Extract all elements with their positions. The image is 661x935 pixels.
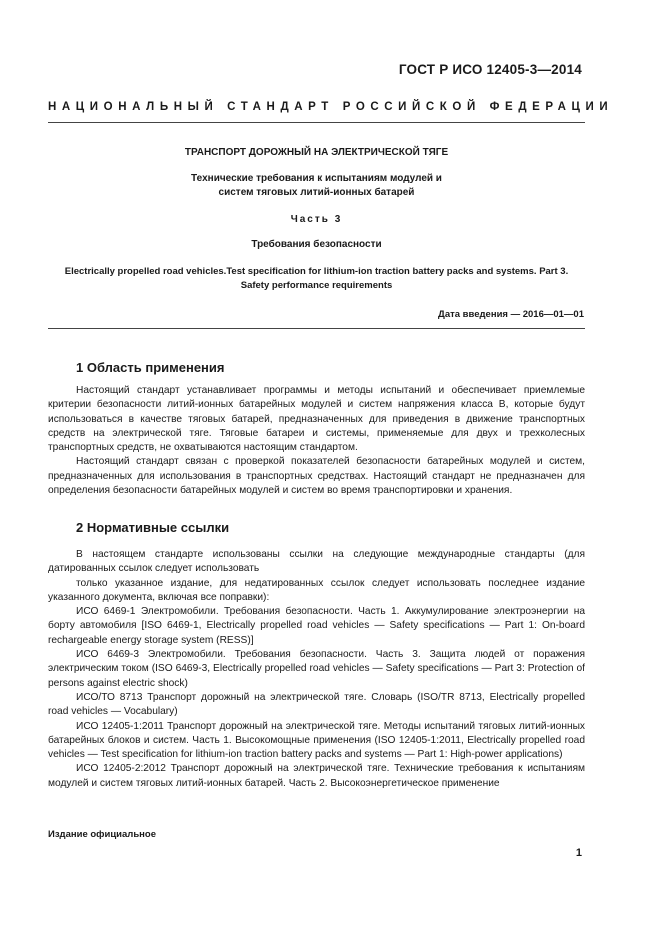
document-title: ТРАНСПОРТ ДОРОЖНЫЙ НА ЭЛЕКТРИЧЕСКОЙ ТЯГЕ: [184, 147, 449, 158]
english-title-line-2: Safety performance requirements: [240, 280, 393, 291]
subtitle-line-1: Технические требования к испытаниям модулей и: [191, 173, 442, 184]
paragraph: Настоящий стандарт связан с проверкой показателей безопасности батарейных модулей и систем, предназначенных для использования в транспортных средствах. Настоящий стандарт не предназначен для определения безопасности батарейных модулей и систем во время транспортировки и хранения.: [48, 456, 585, 497]
page-number: 1: [575, 847, 582, 859]
section-heading-scope: 1 Область применения: [76, 360, 225, 375]
paragraph: Настоящий стандарт устанавливает программы и методы испытаний и обеспечивает приемлемые критерии безопасности литий-ионных батарейных модулей и систем напряжения класса В, которые будут использоваться в качестве тяговых батарей, предназначенных для приведения в движение транспортных средств на электрической тяге. Тяговые батареи и системы, применяемые для двух и трехколесных транспортных средств, не охватываются настоящим стандартом.: [48, 385, 585, 454]
reference-item: ИСО 6469-1 Электромобили. Требования безопасности. Часть 1. Аккумулирование электроэнергии на борту автомобиля [ISO 6469-1, Electrically propelled road vehicles — Safety specifications — Part 1: On-board rechargeable energy storage system (RESS)]: [48, 606, 585, 646]
date-divider: [48, 328, 585, 329]
reference-item: ИСО 12405-1:2011 Транспорт дорожный на электрической тяге. Методы испытаний тяговых литий-ионных батарейных блоков и систем. Часть 1. Высокомощные применения (ISO 12405-1:2011, Electrically propelled road vehicles — Test specification for lithium-ion traction battery packs and systems — Part 1: High-power applications): [48, 720, 585, 761]
official-edition-label: Издание официальное: [48, 829, 156, 840]
section-body-scope: [48, 384, 585, 498]
english-title-line-1: Electrically propelled road vehicles.Test specification for lithium-ion traction battery packs and systems. Part 3.: [64, 266, 569, 277]
subtitle-line-2: систем тяговых литий-ионных батарей: [218, 187, 415, 198]
part-title: Требования безопасности: [251, 239, 382, 250]
reference-item: ИСО/ТО 8713 Транспорт дорожный на электрической тяге. Словарь (ISO/TR 8713, Electrically propelled road vehicles — Vocabulary): [48, 691, 585, 718]
national-standard-title: НАЦИОНАЛЬНЫЙ СТАНДАРТ РОССИЙСКОЙ ФЕДЕРАЦИИ: [48, 101, 614, 113]
standard-code: ГОСТ Р ИСО 12405-3—2014: [398, 62, 582, 77]
section-heading-normative-references: 2 Нормативные ссылки: [76, 520, 230, 535]
paragraph: только указанное издание, для недатированных ссылок следует использовать последнее издание указанного документа, включая все поправки):: [48, 577, 585, 603]
header-divider: [48, 122, 585, 123]
reference-item: ИСО 6469-3 Электромобили. Требования безопасности. Часть 3. Защита людей от поражения электрическим током (ISO 6469-3, Electrically propelled road vehicles — Safety specifications — Part 3: Protection of persons against electric shock): [48, 649, 585, 689]
paragraph: В настоящем стандарте использованы ссылки на следующие международные стандарты (для датированных ссылок следует использовать: [48, 549, 585, 575]
part-number: Часть 3: [290, 214, 343, 225]
section-body-normative-references: [48, 548, 585, 791]
introduction-date: Дата введения — 2016—01—01: [438, 309, 584, 320]
english-title: [48, 265, 585, 293]
reference-item: ИСО 12405-2:2012 Транспорт дорожный на электрической тяге. Технические требования к испытаниям модулей и систем тяговых литий-ионных батарей. Часть 2. Высокоэнергетическое применение: [48, 763, 585, 789]
document-subtitle: [48, 172, 585, 200]
